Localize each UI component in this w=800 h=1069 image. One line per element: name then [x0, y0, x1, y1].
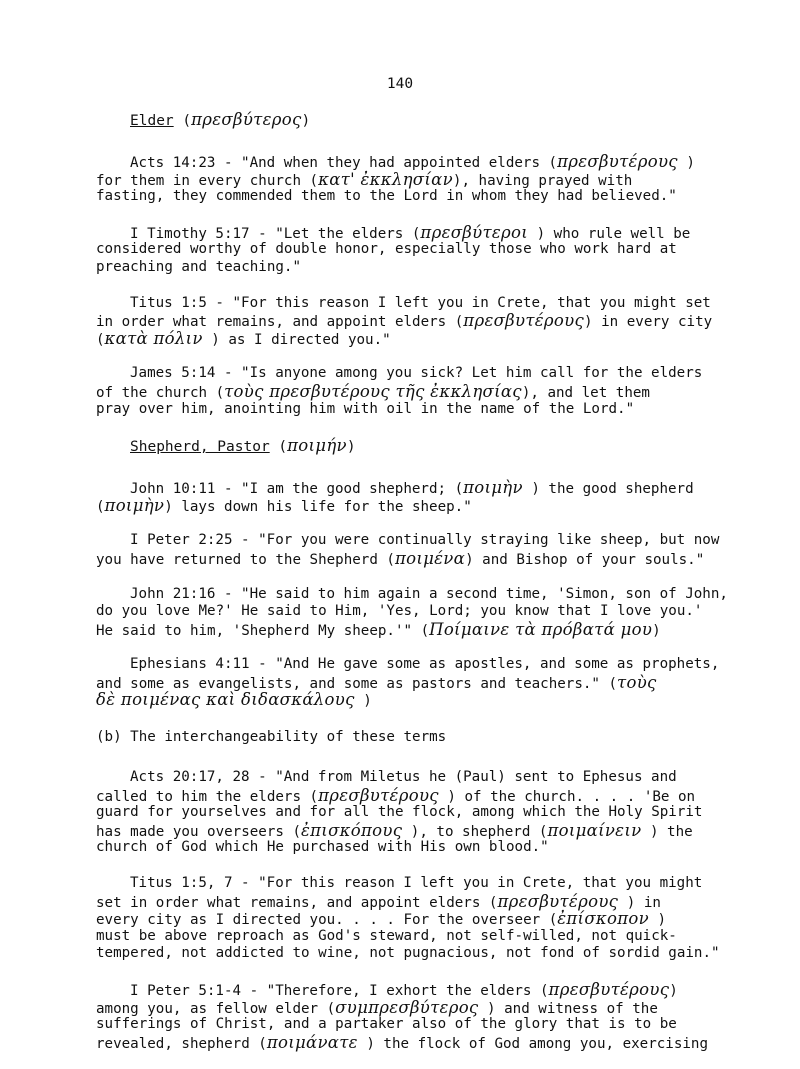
passage-line: guard for yourselves and for all the flock, among which the Holy Spirit: [96, 804, 703, 821]
section-heading-label: Elder: [130, 113, 174, 129]
greek-term: ἐπίσκοπον: [557, 909, 649, 929]
greek-term: πρεσβυτέρους: [497, 891, 619, 911]
greek-term: ποιμάνατε: [266, 1032, 358, 1052]
greek-term: πρεσβυτέρους: [557, 152, 678, 171]
greek-term: τοὺς πρεσβυτέρους τῆς ἐκκλησίας: [224, 381, 522, 401]
scripture-passage: [96, 224, 708, 277]
passage-line: I Timothy 5:17 - "Let the elders (πρεσβύτεροι ) who rule well be: [130, 222, 691, 242]
passage-line: James 5:14 - "Is anyone among you sick? Let him call for the elders: [130, 365, 703, 382]
greek-term: δὲ ποιμένας καὶ διδασκάλους: [96, 690, 355, 710]
subsection-heading: (b) The interchangeability of these terms: [96, 729, 447, 746]
passage-line: John 21:16 - "He said to him again a second time, 'Simon, son of John,: [130, 585, 728, 602]
passage-line: church of God which He purchased with His own blood.": [96, 839, 549, 856]
passage-line: considered worthy of double honor, especially those who work hard at: [96, 241, 677, 258]
greek-term: κατ' ἐκκλησίαν: [318, 169, 453, 189]
scripture-passage: [96, 875, 720, 963]
section-heading: Shepherd, Pastor (ποιμήν): [130, 436, 356, 456]
greek-term: ἐπισκόπους: [301, 820, 403, 840]
passage-line: fasting, they commended them to the Lord in whom they had believed.": [96, 188, 677, 205]
passage-line: preaching and teaching.": [96, 258, 301, 275]
passage-line: Ephesians 4:11 - "And He gave some as apostles, and some as prophets,: [130, 656, 720, 673]
passage-line: must be above reproach as God's steward, not self-willed, not quick-: [96, 927, 677, 944]
greek-term: ποιμαίνειν: [547, 820, 642, 840]
passage-line: Acts 20:17, 28 - "And from Miletus he (Paul) sent to Ephesus and: [130, 769, 677, 786]
passage-line: sufferings of Christ, and a partaker also of the glory that is to be: [96, 1016, 677, 1033]
passage-line: and some as evangelists, and some as pastors and teachers." (τοὺς: [96, 672, 657, 692]
passage-line: pray over him, anointing him with oil in the name of the Lord.": [96, 400, 635, 417]
passage-line: Acts 14:23 - "And when they had appointed elders (πρεσβυτέρους ): [130, 152, 695, 171]
page-number: 140: [386, 76, 414, 92]
greek-term: πρεσβύτεροι: [420, 222, 529, 242]
greek-term: πρεσβυτέρους: [548, 980, 670, 999]
section-heading: Elder (πρεσβύτερος): [130, 110, 311, 129]
section: [96, 110, 713, 418]
greek-term: ποιμένα: [394, 548, 466, 568]
section-heading-greek: ποιμήν: [287, 436, 347, 456]
section: [96, 436, 728, 710]
passage-line: you have returned to the Shepherd (ποιμένα) and Bishop of your souls.": [96, 548, 705, 568]
passage-line: has made you overseers (ἐπισκόπους ), to shepherd (ποιμαίνειν ) the: [96, 820, 693, 840]
scripture-passage: [96, 656, 720, 710]
passage-line: revealed, shepherd (ποιμάνατε ) the flock of God among you, exercising: [96, 1032, 709, 1052]
passage-line: called to him the elders (πρεσβυτέρους ) of the church. . . . 'Be on: [96, 785, 696, 805]
page-content: [96, 110, 728, 1069]
greek-term: πρεσβυτέρους: [318, 785, 439, 805]
scripture-passage: [96, 981, 708, 1051]
passage-line: in order what remains, and appoint elders (πρεσβυτέρους) in every city: [96, 311, 713, 331]
passage-line: every city as I directed you. . . . For the overseer (ἐπίσκοπον ): [96, 909, 667, 929]
section: [96, 727, 720, 1052]
passage-line: for them in every church (κατ' ἐκκλησίαν), having prayed with: [96, 169, 633, 189]
greek-term: ποιμὴν: [104, 495, 165, 515]
passage-line: Titus 1:5 - "For this reason I left you in Crete, that you might set: [130, 294, 711, 311]
passage-line: among you, as fellow elder (συμπρεσβύτερος ) and witness of the: [96, 997, 658, 1017]
scripture-passage: [96, 532, 720, 568]
passage-line: I Peter 2:25 - "For you were continually straying like sheep, but now: [130, 532, 720, 549]
passage-line: John 10:11 - "I am the good shepherd; (ποιμὴν ) the good shepherd: [130, 478, 694, 498]
greek-term: πρεσβυτέρους: [463, 311, 585, 331]
greek-term: Ποίμαινε τὰ πρόβατά μου: [429, 619, 653, 639]
scripture-passage: [96, 479, 708, 514]
scripture-passage: [96, 769, 708, 857]
passage-line: Titus 1:5, 7 - "For this reason I left you in Crete, that you might: [130, 875, 703, 892]
scripture-passage: [96, 294, 713, 348]
passage-line: (ποιμὴν) lays down his life for the sheep.": [96, 495, 472, 515]
passage-line: set in order what remains, and appoint elders (πρεσβυτέρους ) in: [96, 891, 661, 911]
section-heading-greek: πρεσβύτερος: [191, 110, 302, 129]
greek-term: ποιμὴν: [463, 478, 523, 498]
scripture-passage: [96, 365, 708, 418]
greek-term: συμπρεσβύτερος: [335, 997, 479, 1017]
passage-line: δὲ ποιμένας καὶ διδασκάλους ): [96, 690, 372, 710]
passage-line: He said to him, 'Shepherd My sheep.'" (Ποίμαινε τὰ πρόβατά μου): [96, 619, 661, 639]
passage-line: (κατὰ πόλιν ) as I directed you.": [96, 328, 391, 348]
passage-line: tempered, not addicted to wine, not pugnacious, not fond of sordid gain.": [96, 945, 720, 962]
greek-term: τοὺς: [617, 672, 657, 692]
greek-term: κατὰ πόλιν: [104, 328, 203, 348]
scripture-passage: [96, 153, 708, 206]
passage-line: do you love Me?' He said to Him, 'Yes, Lord; you know that I love you.': [96, 603, 703, 620]
passage-line: of the church (τοὺς πρεσβυτέρους τῆς ἐκκλησίας), and let them: [96, 381, 650, 401]
scripture-passage: [96, 585, 728, 639]
section-heading-label: Shepherd, Pastor: [130, 439, 270, 456]
passage-line: I Peter 5:1-4 - "Therefore, I exhort the elders (πρεσβυτέρους): [130, 980, 678, 999]
